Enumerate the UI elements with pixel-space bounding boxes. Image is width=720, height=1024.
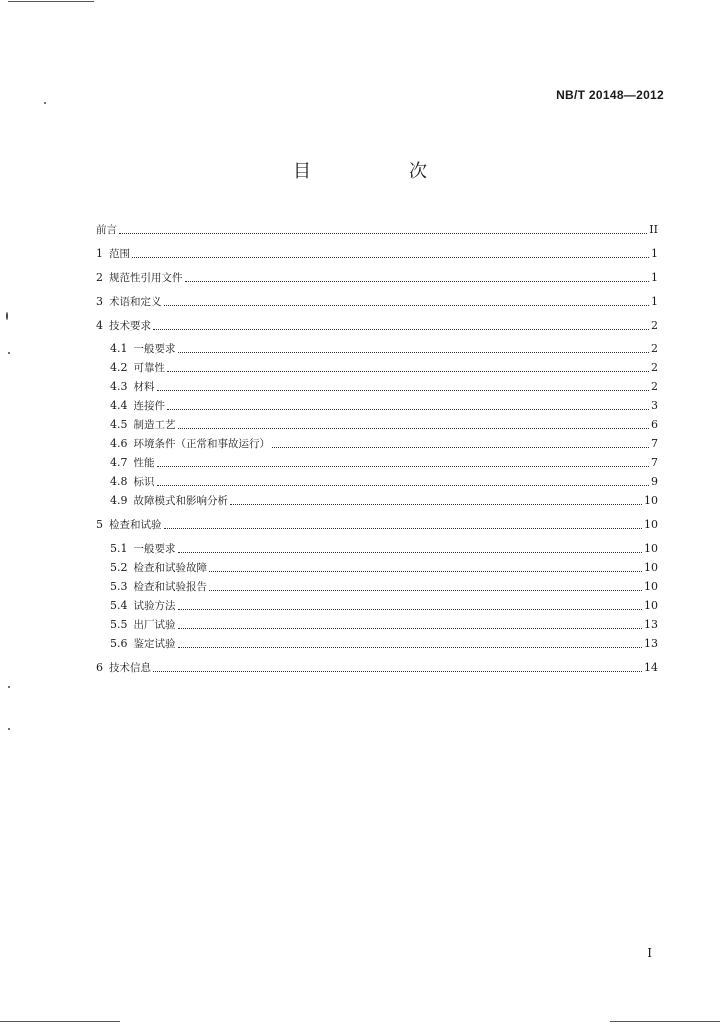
- toc-entry-page: 2: [651, 342, 658, 355]
- toc-entry-label: 材料: [133, 381, 155, 393]
- toc-entry-label: 可靠性: [133, 362, 165, 374]
- toc-dot-leader: [230, 503, 642, 505]
- toc-entry[interactable]: [96, 659, 658, 675]
- toc-entry-number: 3: [96, 295, 103, 308]
- toc-entry-label: 术语和定义: [109, 296, 162, 308]
- scan-speck: [44, 102, 46, 104]
- toc-entry-page: II: [649, 223, 658, 236]
- toc-entry-page: 1: [651, 295, 658, 308]
- toc-entry[interactable]: [110, 454, 658, 470]
- toc-entry-page: 10: [644, 494, 658, 507]
- toc-entry[interactable]: [96, 221, 658, 237]
- toc-dot-leader: [209, 589, 642, 591]
- toc-dot-leader: [178, 551, 643, 553]
- scan-speck: [8, 686, 10, 688]
- scan-edge-bottom-right: [610, 1021, 720, 1022]
- toc-entry-label: 故障模式和影响分析: [133, 495, 228, 507]
- scan-speck: [6, 312, 8, 320]
- page-number: I: [647, 946, 652, 960]
- toc-entry-number: 5: [96, 518, 103, 531]
- toc-dot-leader: [153, 328, 649, 330]
- toc-entry[interactable]: [110, 416, 658, 432]
- toc-entry-number: 4.6: [110, 437, 128, 450]
- toc-entry-number: 6: [96, 661, 103, 674]
- toc-entry-label: 鉴定试验: [133, 638, 176, 650]
- toc-entry-label: 一般要求: [133, 343, 176, 355]
- toc-entry-number: 4.2: [110, 361, 128, 374]
- toc-entry-page: 1: [651, 271, 658, 284]
- toc-entry-number: 4.7: [110, 456, 128, 469]
- page-title: 目 次: [293, 161, 467, 182]
- toc-entry-page: 3: [651, 399, 658, 412]
- toc-dot-leader: [178, 646, 643, 648]
- toc-entry-page: 13: [644, 618, 658, 631]
- toc-entry[interactable]: [110, 473, 658, 489]
- toc-dot-leader: [167, 408, 649, 410]
- scan-edge-top: [8, 1, 94, 2]
- toc-dot-leader: [167, 370, 649, 372]
- toc-entry[interactable]: [110, 340, 658, 356]
- toc-entry-number: 2: [96, 271, 103, 284]
- toc-entry-page: 7: [651, 437, 658, 450]
- toc-entry-number: 4.5: [110, 418, 128, 431]
- toc-entry-label: 技术信息: [109, 662, 151, 674]
- toc-dot-leader: [209, 570, 642, 572]
- toc-entry-page: 2: [651, 361, 658, 374]
- toc-dot-leader: [178, 608, 643, 610]
- toc-entry[interactable]: [96, 293, 658, 309]
- toc-entry[interactable]: [110, 492, 658, 508]
- toc-entry-page: 1: [651, 247, 658, 260]
- toc-entry[interactable]: [110, 597, 658, 613]
- toc-entry[interactable]: [110, 378, 658, 394]
- toc-entry[interactable]: [110, 559, 658, 575]
- toc-entry-label: 连接件: [133, 400, 165, 412]
- toc-entry-page: 2: [651, 319, 658, 332]
- toc-entry-label: 前言: [96, 224, 117, 236]
- toc-entry[interactable]: [110, 397, 658, 413]
- toc-dot-leader: [178, 627, 643, 629]
- toc-entry[interactable]: [96, 269, 658, 285]
- toc-entry[interactable]: [96, 317, 658, 333]
- toc-entry-label: 制造工艺: [133, 419, 176, 431]
- toc-entry-page: 2: [651, 380, 658, 393]
- toc-entry-label: 试验方法: [133, 600, 176, 612]
- toc-entry-page: 13: [644, 637, 658, 650]
- toc-entry[interactable]: [96, 516, 658, 532]
- toc-entry-label: 环境条件（正常和事故运行）: [133, 438, 270, 450]
- toc-entry-label: 范围: [109, 248, 130, 260]
- toc-entry-page: 6: [651, 418, 658, 431]
- toc-dot-leader: [164, 527, 643, 529]
- toc-entry[interactable]: [110, 616, 658, 632]
- toc-dot-leader: [153, 670, 642, 672]
- toc-dot-leader: [164, 304, 650, 306]
- toc-dot-leader: [157, 389, 650, 391]
- toc-entry-page: 10: [644, 599, 658, 612]
- scan-speck: [8, 352, 10, 354]
- toc-entry-label: 性能: [133, 457, 155, 469]
- toc-entry-number: 5.6: [110, 637, 128, 650]
- toc-entry[interactable]: [110, 435, 658, 451]
- toc-entry-page: 14: [644, 661, 658, 674]
- toc-entry-label: 检查和试验故障: [133, 562, 207, 574]
- toc-entry-number: 5.5: [110, 618, 128, 631]
- toc-entry-number: 5.1: [110, 542, 128, 555]
- toc-entry-label: 出厂试验: [133, 619, 176, 631]
- toc-entry-number: 4.8: [110, 475, 128, 488]
- toc-entry-number: 4.3: [110, 380, 128, 393]
- toc-entry-label: 一般要求: [133, 543, 176, 555]
- toc-dot-leader: [119, 232, 647, 234]
- toc-entry[interactable]: [110, 578, 658, 594]
- toc-dot-leader: [157, 465, 650, 467]
- toc-dot-leader: [178, 427, 650, 429]
- toc-entry-label: 规范性引用文件: [109, 272, 183, 284]
- toc-entry-page: 10: [644, 518, 658, 531]
- document-code: NB/T 20148—2012: [556, 88, 664, 102]
- toc-dot-leader: [132, 256, 649, 258]
- toc-entry-number: 4.9: [110, 494, 128, 507]
- toc-dot-leader: [272, 446, 649, 448]
- toc-entry-page: 10: [644, 542, 658, 555]
- toc-dot-leader: [157, 484, 650, 486]
- toc-entry-number: 4.1: [110, 342, 128, 355]
- toc-entry-number: 5.4: [110, 599, 128, 612]
- toc-entry-number: 4: [96, 319, 103, 332]
- toc-entry-page: 9: [651, 475, 658, 488]
- toc-entry-page: 10: [644, 580, 658, 593]
- scan-speck: [8, 728, 10, 730]
- toc-dot-leader: [185, 280, 650, 282]
- toc-entry-label: 标识: [133, 476, 155, 488]
- toc-entry-number: 5.3: [110, 580, 128, 593]
- toc-entry-label: 检查和试验: [109, 519, 162, 531]
- toc-dot-leader: [178, 351, 650, 353]
- toc-entry-label: 技术要求: [109, 320, 151, 332]
- toc-entry-label: 检查和试验报告: [133, 581, 207, 593]
- scan-edge-bottom: [0, 1021, 120, 1022]
- toc-entry[interactable]: [110, 359, 658, 375]
- toc-entry[interactable]: [96, 245, 658, 261]
- toc-entry-page: 7: [651, 456, 658, 469]
- toc-entry-number: 5.2: [110, 561, 128, 574]
- toc-entry[interactable]: [110, 540, 658, 556]
- toc-entry-number: 4.4: [110, 399, 128, 412]
- toc-entry-number: 1: [96, 247, 103, 260]
- toc-entry-page: 10: [644, 561, 658, 574]
- toc-entry[interactable]: [110, 635, 658, 651]
